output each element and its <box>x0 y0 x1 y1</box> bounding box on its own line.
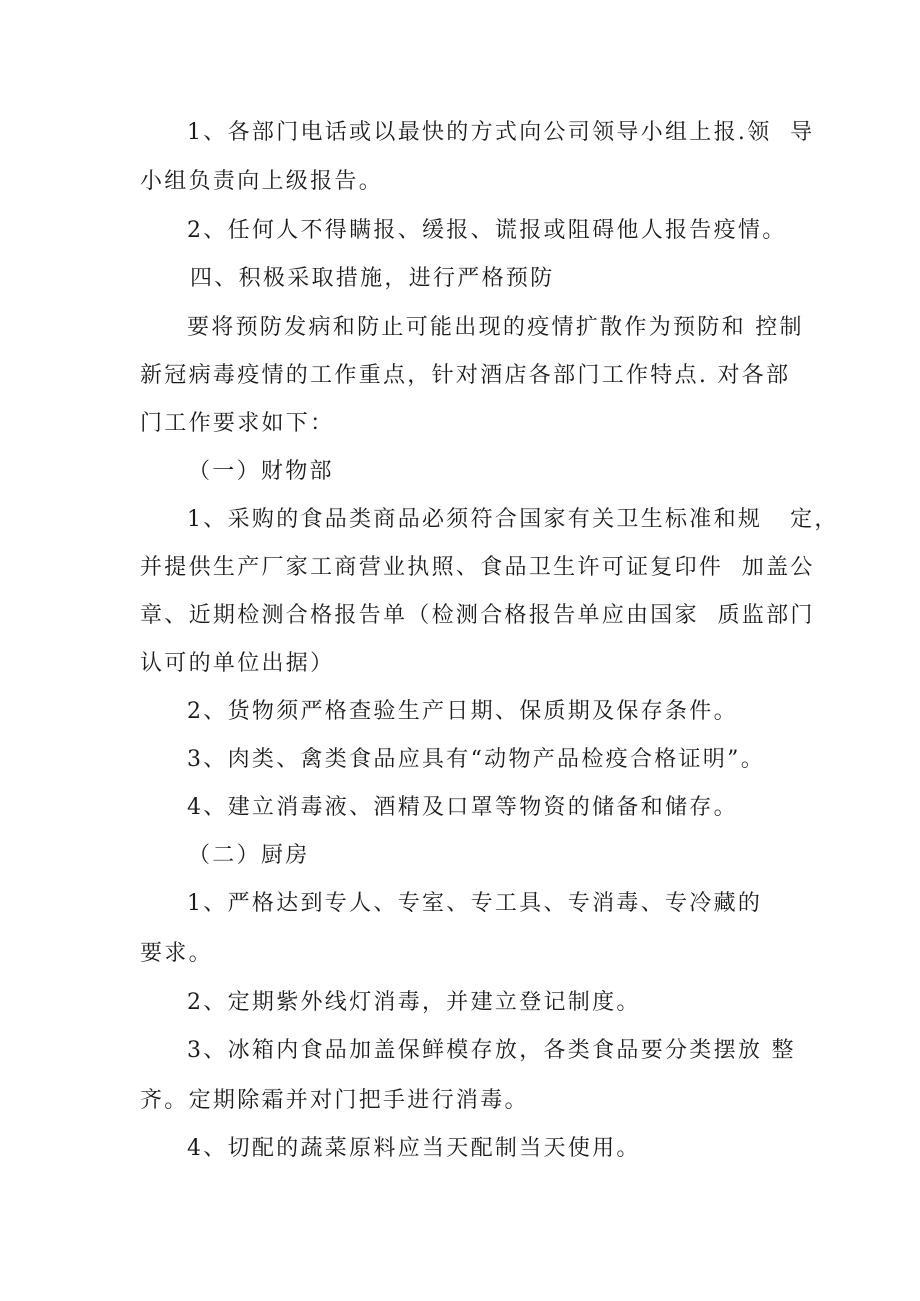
text-line-8: （一）财物部 <box>188 459 334 484</box>
text-line-22: 4、切配的蔬菜原料应当天配制当天使用。 <box>187 1136 641 1161</box>
text-line-6: 新冠病毒疫情的工作重点，针对酒店各部门工作特点. 对各部 <box>140 363 791 388</box>
text-line-3: 2、任何人不得瞒报、缓报、谎报或阻碍他人报告疫情。 <box>187 218 787 243</box>
text-line-14: 3、肉类、禽类食品应具有“动物产品检疫合格证明”。 <box>187 747 765 772</box>
text-line-19: 2、定期紫外线灯消毒，并建立登记制度。 <box>187 990 641 1015</box>
text-line-20: 3、冰箱内食品加盖保鲜模存放，各类食品要分类摆放 整 <box>187 1038 796 1063</box>
text-line-18: 要求。 <box>140 941 213 966</box>
text-line-9: 1、采购的食品类商品必须符合国家有关卫生标准和规 定， <box>187 507 839 532</box>
text-line-10: 并提供生产厂家工商营业执照、食品卫生许可证复印件 加盖公 <box>140 555 815 580</box>
text-line-2: 小组负责向上级报告。 <box>140 169 384 194</box>
text-line-1: 1、各部门电话或以最快的方式向公司领导小组上报.领 导 <box>187 120 815 145</box>
text-line-11: 章、近期检测合格报告单（检测合格报告单应由国家 质监部门 <box>140 603 815 628</box>
text-line-21: 齐。定期除霜并对门把手进行消毒。 <box>140 1088 529 1113</box>
text-line-15: 4、建立消毒液、酒精及口罩等物资的储备和储存。 <box>187 795 738 820</box>
text-line-13: 2、货物须严格查验生产日期、保质期及保存条件。 <box>187 699 738 724</box>
text-line-5: 要将预防发病和防止可能出现的疫情扩散作为预防和 控制 <box>187 315 804 340</box>
text-line-12: 认可的单位出据） <box>140 651 335 676</box>
text-line-4: 四、积极采取措施，进行严格预防 <box>190 266 555 291</box>
text-line-17: 1、严格达到专人、专室、专工具、专消毒、专冷藏的 <box>187 891 763 916</box>
text-line-16: （二）厨房 <box>188 843 310 868</box>
text-line-7: 门工作要求如下： <box>140 411 335 436</box>
